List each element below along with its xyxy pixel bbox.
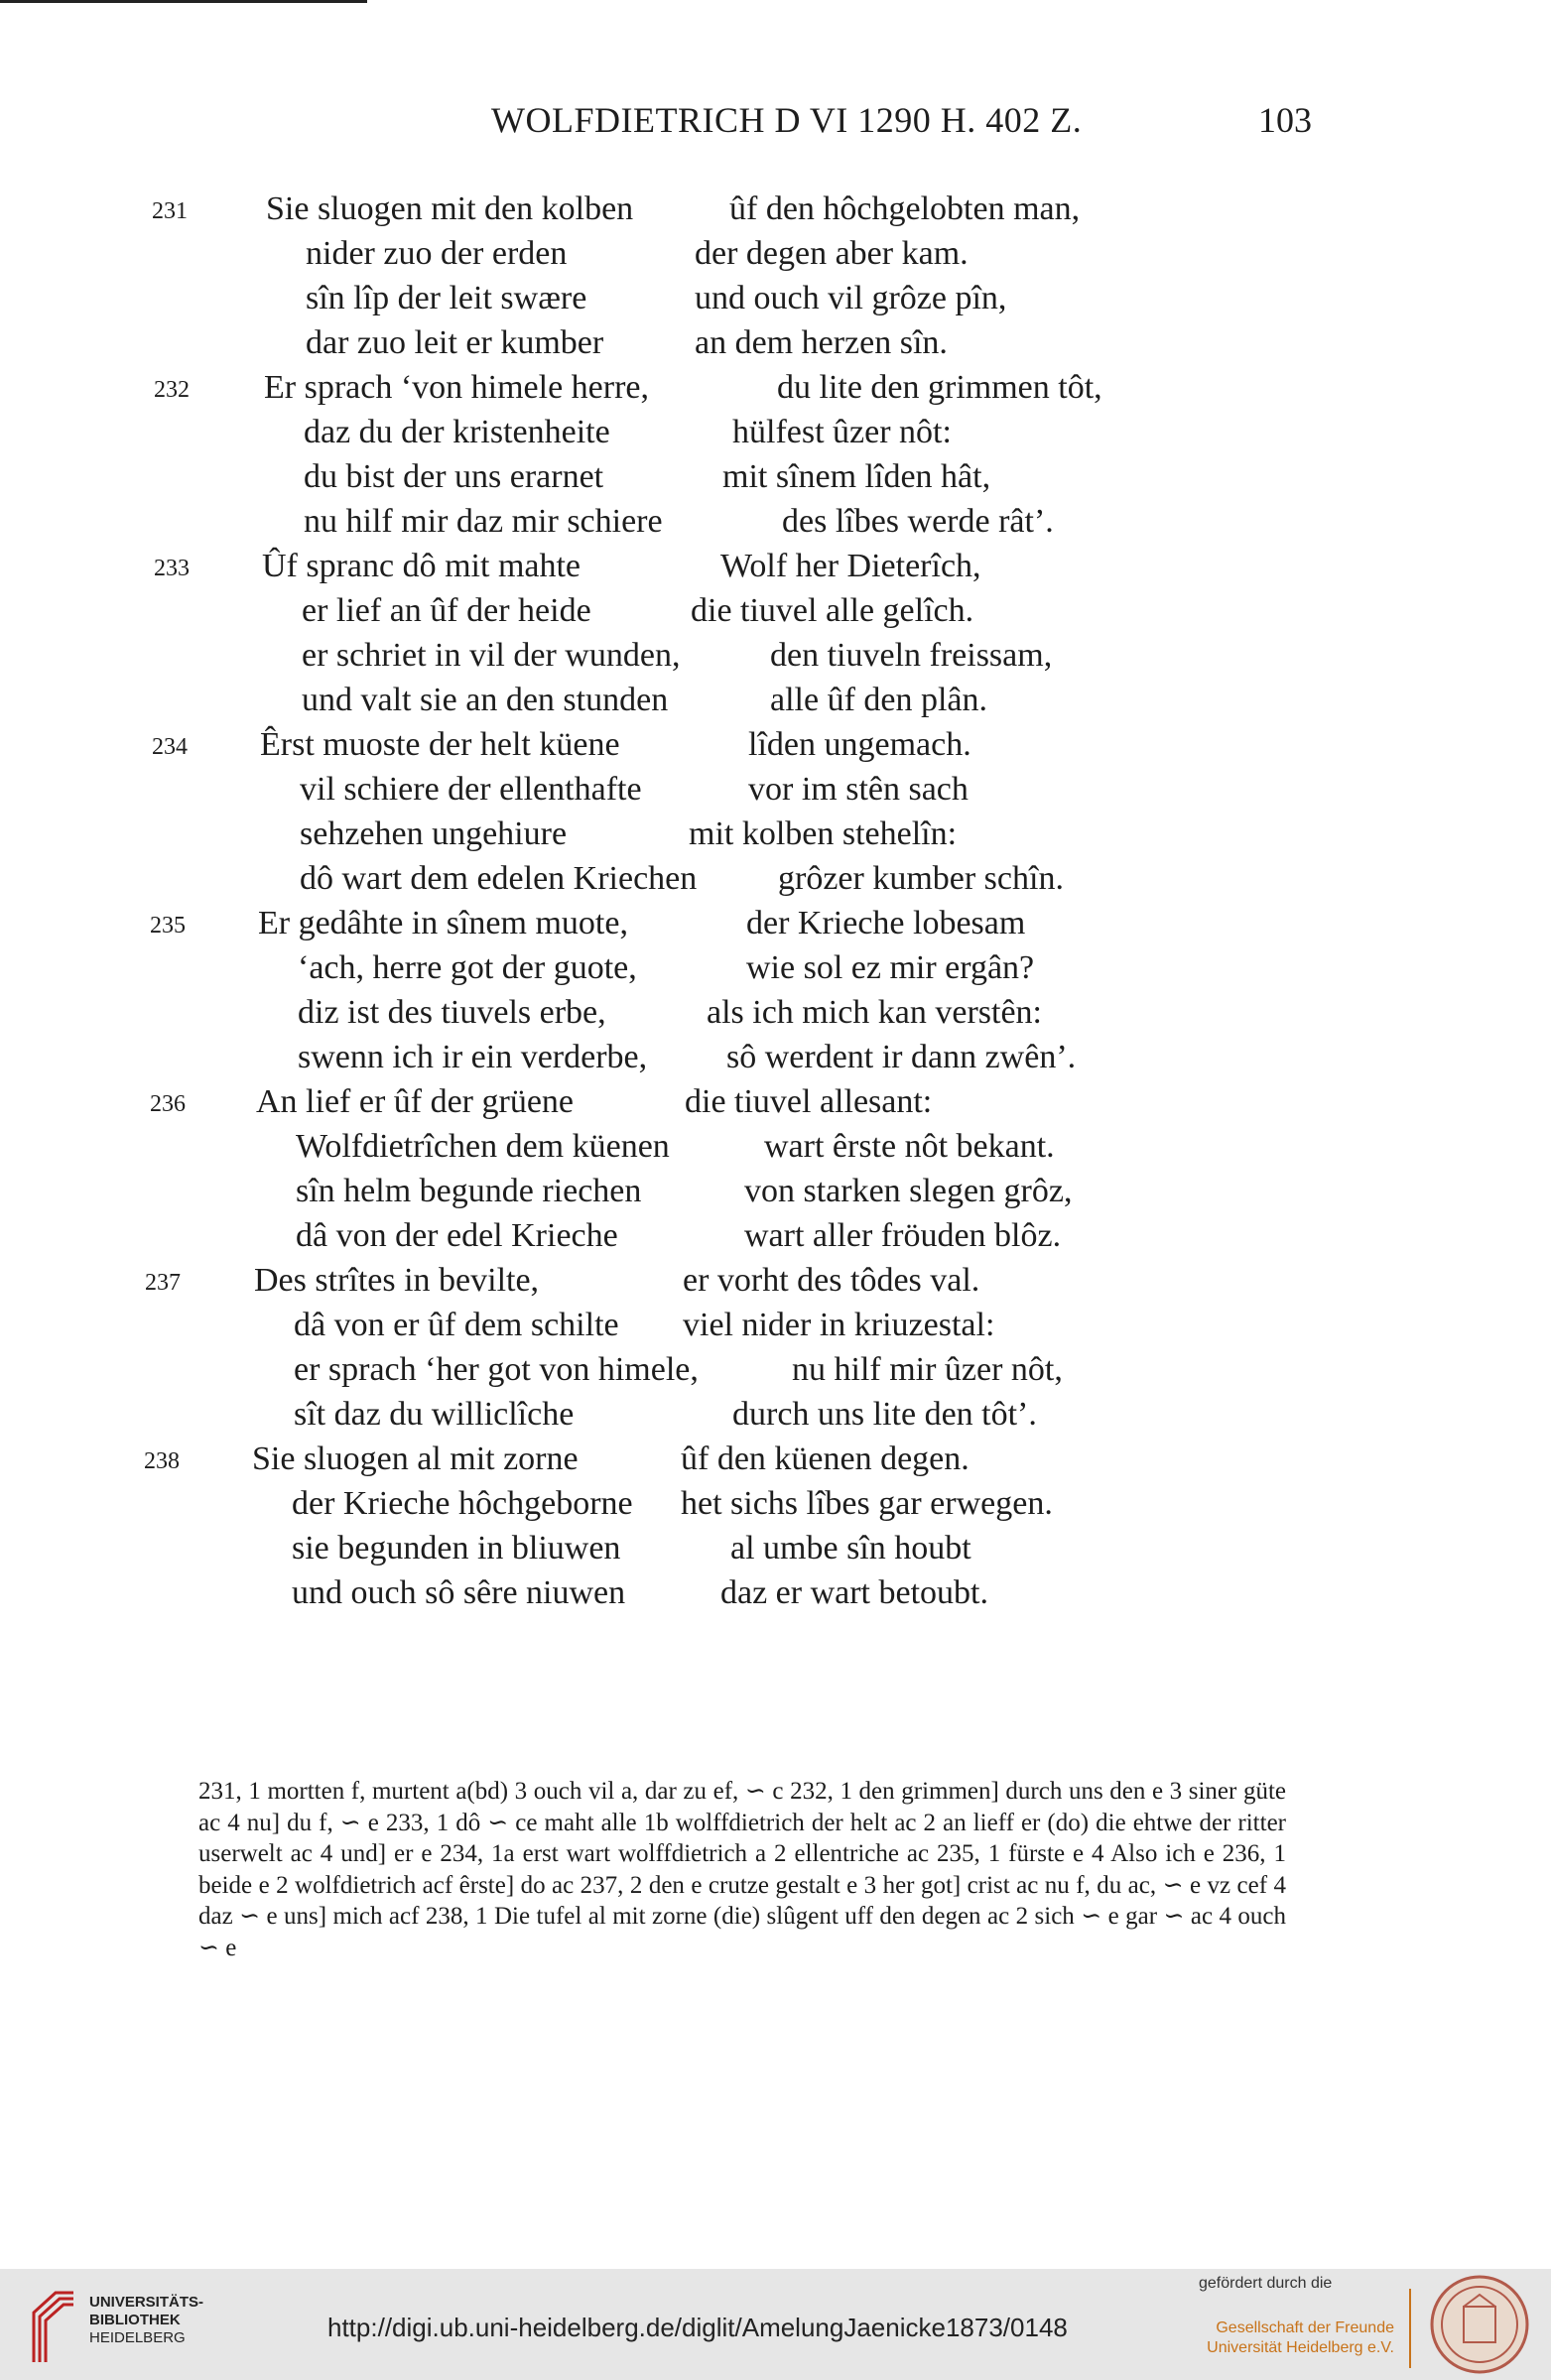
- verse-second-half: und ouch vil grôze pîn,: [695, 280, 1007, 316]
- verse-second-half: du lite den grimmen tôt,: [777, 369, 1102, 406]
- verse-line: [0, 856, 1551, 901]
- verse-line: [0, 499, 1551, 544]
- verse-line: [0, 1035, 1551, 1079]
- critical-apparatus: [198, 1776, 1286, 1963]
- verse-line: [0, 365, 1551, 410]
- stanza: [0, 1079, 1551, 1258]
- verse-line: [0, 454, 1551, 499]
- verse-line: [0, 1347, 1551, 1392]
- verse-first-half: daz du der kristenheite: [304, 414, 610, 450]
- footer-divider: [1409, 2289, 1411, 2368]
- verse-second-half: mit sînem lîden hât,: [722, 458, 991, 495]
- verse-second-half: als ich mich kan verstên:: [707, 994, 1043, 1031]
- verse-line: [0, 678, 1551, 722]
- stanza-number: 236: [150, 1091, 186, 1117]
- stanza-number: 238: [144, 1448, 180, 1474]
- society-name-line-1: Gesellschaft der Freunde: [1216, 2319, 1394, 2336]
- verse-first-half: nu hilf mir daz mir schiere: [304, 503, 663, 540]
- stanza: [0, 722, 1551, 901]
- verse-line: [0, 410, 1551, 454]
- verse-line: [0, 722, 1551, 767]
- stanza-number: 231: [152, 198, 188, 224]
- verse-first-half: dâ von er ûf dem schilte: [294, 1307, 619, 1343]
- verse-second-half: hülfest ûzer nôt:: [732, 414, 952, 450]
- verse-line: [0, 1481, 1551, 1526]
- verse-line: [0, 767, 1551, 812]
- verse-first-half: Wolfdietrîchen dem küenen: [296, 1128, 670, 1165]
- top-rule: [0, 0, 367, 3]
- verse-line: [0, 990, 1551, 1035]
- verse-line: [0, 1258, 1551, 1303]
- verse-second-half: daz er wart betoubt.: [720, 1574, 988, 1611]
- verse-line: [0, 1303, 1551, 1347]
- verse-line: [0, 633, 1551, 678]
- verse-second-half: vor im stên sach: [748, 771, 969, 808]
- verse-first-half: und ouch sô sêre niuwen: [292, 1574, 626, 1611]
- verse-line: [0, 1124, 1551, 1169]
- verse-line: [0, 231, 1551, 276]
- funded-by-label: gefördert durch die: [1199, 2275, 1333, 2292]
- verse-line: [0, 901, 1551, 945]
- running-title: WOLFDIETRICH D VI 1290 H. 402 Z.: [491, 100, 1083, 140]
- verse-line: [0, 588, 1551, 633]
- verse-first-half: Ûf spranc dô mit mahte: [262, 548, 582, 584]
- verse-second-half: het sichs lîbes gar erwegen.: [681, 1485, 1053, 1522]
- society-name-line-2: Universität Heidelberg e.V.: [1207, 2339, 1394, 2356]
- verse-line: [0, 1169, 1551, 1213]
- stanza-number: 234: [152, 734, 188, 760]
- verse-second-half: durch uns lite den tôt’.: [732, 1396, 1037, 1433]
- verse-first-half: Er sprach ‘von himele herre,: [264, 369, 649, 406]
- verse-first-half: sîn lîp der leit swære: [306, 280, 587, 316]
- verse-first-half: sehzehen ungehiure: [300, 815, 568, 852]
- verse-first-half: sît daz du williclîche: [294, 1396, 575, 1433]
- verse-second-half: den tiuveln freissam,: [770, 637, 1053, 674]
- verse-second-half: an dem herzen sîn.: [695, 324, 948, 361]
- verse-second-half: ûf den küenen degen.: [681, 1441, 969, 1477]
- verse-first-half: er schriet in vil der wunden,: [302, 637, 681, 674]
- verse-second-half: von starken slegen grôz,: [744, 1173, 1073, 1209]
- verse-second-half: er vorht des tôdes val.: [683, 1262, 980, 1299]
- verse-line: [0, 1437, 1551, 1481]
- verse-second-half: mit kolben stehelîn:: [689, 815, 958, 852]
- verse-line: [0, 276, 1551, 320]
- verse-line: [0, 320, 1551, 365]
- verse-first-half: Sie sluogen mit den kolben: [266, 190, 634, 227]
- verse-second-half: grôzer kumber schîn.: [778, 860, 1064, 897]
- verse-second-half: wie sol ez mir ergân?: [746, 949, 1035, 986]
- verse-line: [0, 1392, 1551, 1437]
- stanza: [0, 544, 1551, 722]
- verse-line: [0, 812, 1551, 856]
- page-number: 103: [1258, 100, 1312, 140]
- verse-first-half: sîn helm begunde riechen: [296, 1173, 642, 1209]
- verse-second-half: die tiuvel alle gelîch.: [691, 592, 974, 629]
- verse-line: [0, 544, 1551, 588]
- verse-line: [0, 1570, 1551, 1615]
- verse-first-half: und valt sie an den stunden: [302, 682, 669, 718]
- verse-line: [0, 1079, 1551, 1124]
- verse-first-half: An lief er ûf der grüene: [256, 1083, 575, 1120]
- stanza: [0, 187, 1551, 365]
- verse-first-half: dâ von der edel Krieche: [296, 1217, 618, 1254]
- permalink-url[interactable]: http://digi.ub.uni-heidelberg.de/diglit/AmelungJaenicke1873/0148: [327, 2313, 1068, 2342]
- verse-second-half: al umbe sîn houbt: [730, 1530, 971, 1566]
- stanza-number: 233: [154, 556, 190, 581]
- verse-second-half: ûf den hôchgelobten man,: [729, 190, 1081, 227]
- stanza: [0, 901, 1551, 1079]
- page-header: [0, 99, 1551, 159]
- verse-second-half: des lîbes werde rât’.: [782, 503, 1054, 540]
- library-name: [89, 2294, 203, 2347]
- verse-first-half: Êrst muoste der helt küene: [260, 726, 620, 763]
- verse-second-half: der Krieche lobesam: [746, 905, 1026, 941]
- verse-second-half: wart aller fröuden blôz.: [744, 1217, 1062, 1254]
- verse-first-half: Sie sluogen al mit zorne: [252, 1441, 579, 1477]
- verse-first-half: swenn ich ir ein verderbe,: [298, 1039, 648, 1075]
- verse-second-half: sô werdent ir dann zwên’.: [726, 1039, 1077, 1075]
- verse-first-half: dô wart dem edelen Kriechen: [300, 860, 698, 897]
- verse-second-half: die tiuvel allesant:: [685, 1083, 933, 1120]
- library-name-line-3: HEIDELBERG: [89, 2329, 186, 2346]
- verse-first-half: Des strîtes in bevilte,: [254, 1262, 540, 1299]
- society-name: [1201, 2318, 1394, 2358]
- verse-first-half: diz ist des tiuvels erbe,: [298, 994, 606, 1031]
- digitization-footer: [0, 2269, 1551, 2380]
- verse-first-half: Er gedâhte in sînem muote,: [258, 905, 628, 941]
- library-name-line-2: BIBLIOTHEK: [89, 2312, 181, 2328]
- university-seal-icon: [1426, 2273, 1533, 2376]
- verse-second-half: alle ûf den plân.: [770, 682, 988, 718]
- verse-first-half: er sprach ‘her got von himele,: [294, 1351, 699, 1388]
- stanza: [0, 365, 1551, 544]
- verse-first-half: er lief an ûf der heide: [302, 592, 591, 629]
- verse-line: [0, 187, 1551, 231]
- verse-line: [0, 945, 1551, 990]
- verse-first-half: der Krieche hôchgeborne: [292, 1485, 633, 1522]
- apparatus-text: 231, 1 mortten f, murtent a(bd) 3 ouch vil a, dar zu ef, ∽ c 232, 1 den grimmen] durch uns den e 3 siner güte ac 4 nu] du f, ∽ e 233, 1 dô ∽ ce maht alle 1b wolffdietrich der helt ac 2 an lieff er (do) die ehtwe der ritter userwelt ac 4 und] er e 234, 1a erst wart wolffdietrich a 2 ellentriche ac 235, 1 fürste e 4 Also ich e 236, 1 beide e 2 wolfdietrich acf êrste] do ac 237, 2 den e crutze gestalt e 3 her got] crist ac nu f, du ac, ∽ e vz cef 4 daz ∽ e uns] mich acf 238, 1 Die tufel al mit zorne (die) slûgent uff den degen ac 2 sich ∽ e gar ∽ ac 4 ouch ∽ e: [198, 1778, 1286, 1961]
- verse-second-half: nu hilf mir ûzer nôt,: [792, 1351, 1063, 1388]
- stanza: [0, 1437, 1551, 1615]
- verse-line: [0, 1213, 1551, 1258]
- verse-first-half: nider zuo der erden: [306, 235, 568, 272]
- verse-second-half: der degen aber kam.: [695, 235, 969, 272]
- verse-second-half: viel nider in kriuzestal:: [683, 1307, 995, 1343]
- verse-first-half: dar zuo leit er kumber: [306, 324, 604, 361]
- verse-second-half: wart êrste nôt bekant.: [764, 1128, 1055, 1165]
- stanza: [0, 1258, 1551, 1437]
- verse-first-half: ‘ach, herre got der guote,: [298, 949, 637, 986]
- poem-text: [0, 187, 1551, 1615]
- stanza-number: 235: [150, 913, 186, 939]
- verse-second-half: Wolf her Dieterîch,: [720, 548, 981, 584]
- university-library-logo: [26, 2283, 81, 2366]
- verse-first-half: vil schiere der ellenthafte: [300, 771, 642, 808]
- library-name-line-1: UNIVERSITÄTS-: [89, 2294, 204, 2311]
- verse-line: [0, 1526, 1551, 1570]
- verse-first-half: du bist der uns erarnet: [304, 458, 604, 495]
- verse-first-half: sie begunden in bliuwen: [292, 1530, 621, 1566]
- stanza-number: 237: [145, 1270, 181, 1296]
- verse-second-half: lîden ungemach.: [748, 726, 971, 763]
- stanza-number: 232: [154, 377, 190, 403]
